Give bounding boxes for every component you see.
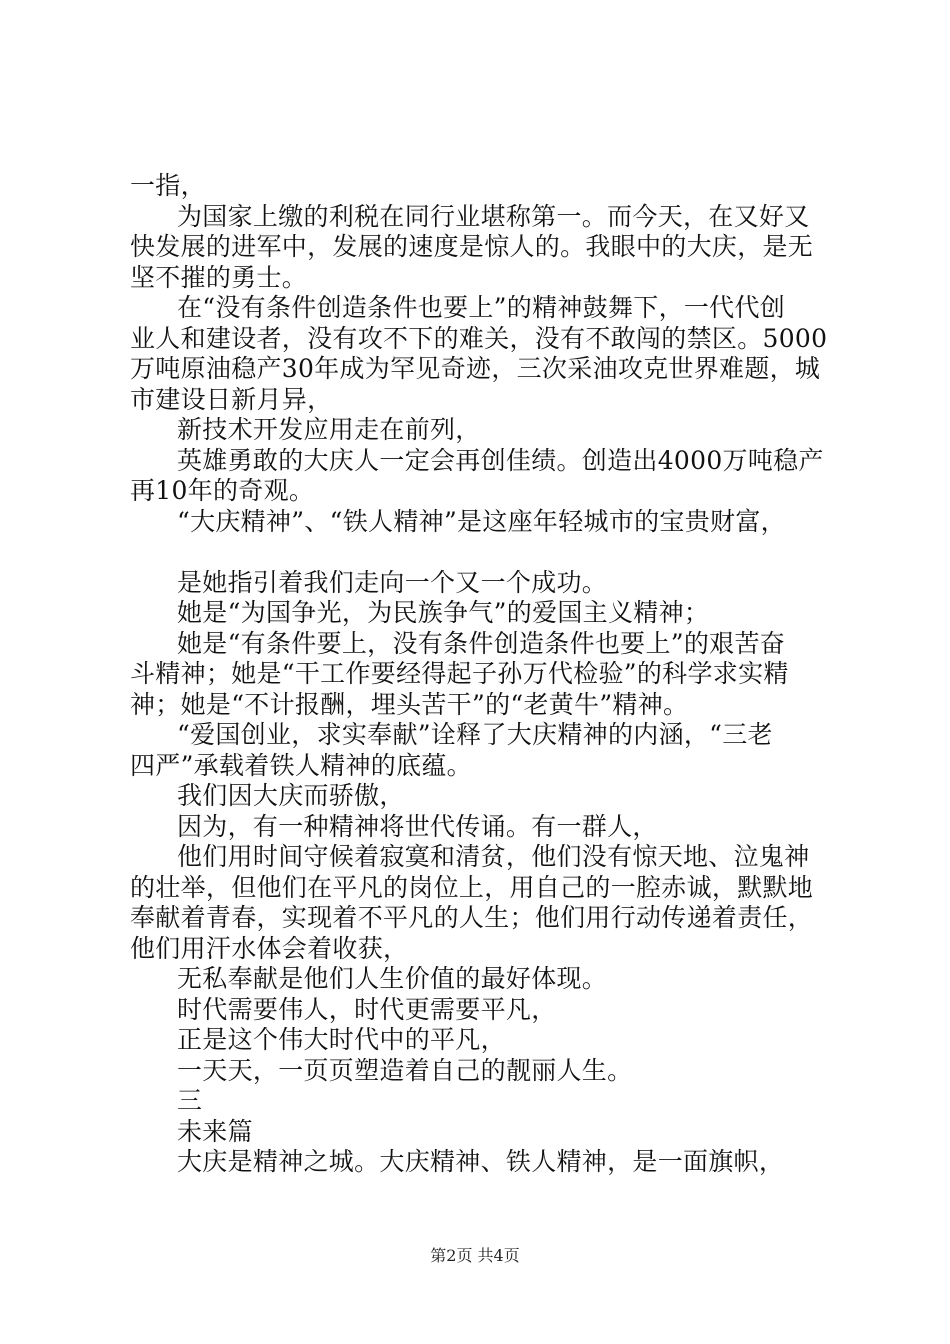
text-line: 神；她是“不计报酬，埋头苦干”的“老黄牛”精神。 (130, 689, 689, 719)
text-line: 业人和建设者，没有攻不下的难关，没有不敢闯的禁区。5000 (130, 323, 828, 353)
text-line: 新技术开发应用走在前列， (177, 415, 481, 444)
text-line: 时代需要伟人，时代更需要平凡， (177, 994, 557, 1024)
text-line: 无私奉献是他们人生价值的最好体现。 (177, 964, 608, 993)
text-line: 市建设日新月异， (130, 384, 333, 414)
text-line: 奉献着青春，实现着不平凡的人生；他们用行动传递着责任， (130, 903, 814, 932)
text-line: 英雄勇敢的大庆人一定会再创佳绩。创造出4000万吨稳产 (177, 445, 824, 475)
text-line: 正是这个伟大时代中的平凡， (177, 1025, 506, 1054)
text-line: 他们用汗水体会着收获， (130, 933, 409, 963)
text-line: 再10年的奇观。 (130, 476, 315, 505)
page-footer: 第2页 共4页 (430, 1246, 520, 1265)
blank-line (130, 537, 830, 568)
text-line: 快发展的进军中，发展的速度是惊人的。我眼中的大庆，是无 (130, 232, 814, 261)
text-line: 是她指引着我们走向一个又一个成功。 (177, 567, 608, 597)
text-line: 她是“有条件要上，没有条件创造条件也要上”的艰苦奋 (177, 628, 786, 658)
text-line: 的壮举，但他们在平凡的岗位上，用自己的一腔赤诚，默默地 (130, 872, 814, 902)
text-line: 在“没有条件创造条件也要上”的精神鼓舞下，一代代创 (177, 293, 786, 322)
text-line: 因为，有一种精神将世代传诵。有一群人， (177, 811, 658, 841)
text-line: 一指， (130, 171, 206, 200)
text-line: 未来篇 (177, 1116, 253, 1146)
text-line: 他们用时间守候着寂寞和清贫，他们没有惊天地、泣鬼神 (177, 842, 810, 871)
text-line: 大庆是精神之城。大庆精神、铁人精神，是一面旗帜， (177, 1147, 785, 1176)
document-body (130, 171, 830, 1178)
text-line: “大庆精神”、“铁人精神”是这座年轻城市的宝贵财富， (177, 506, 786, 536)
text-line: 万吨原油稳产30年成为罕见奇迹，三次采油攻克世界难题，城 (130, 354, 821, 383)
text-line: 她是“为国争光，为民族争气”的爱国主义精神； (177, 598, 710, 627)
text-line: “爱国创业，求实奉献”诠释了大庆精神的内涵，“三老 (177, 720, 773, 749)
text-line: 我们因大庆而骄傲， (177, 781, 405, 810)
text-line: 一天天，一页页塑造着自己的靓丽人生。 (177, 1055, 633, 1085)
text-line: 为国家上缴的利税在同行业堪称第一。而今天，在又好又 (177, 201, 810, 231)
text-line: 三 (177, 1086, 203, 1115)
text-line: 斗精神；她是“干工作要经得起子孙万代检验”的科学求实精 (130, 659, 789, 688)
text-line: 坚不摧的勇士。 (130, 262, 308, 292)
text-line: 四严”承载着铁人精神的底蕴。 (130, 750, 472, 780)
